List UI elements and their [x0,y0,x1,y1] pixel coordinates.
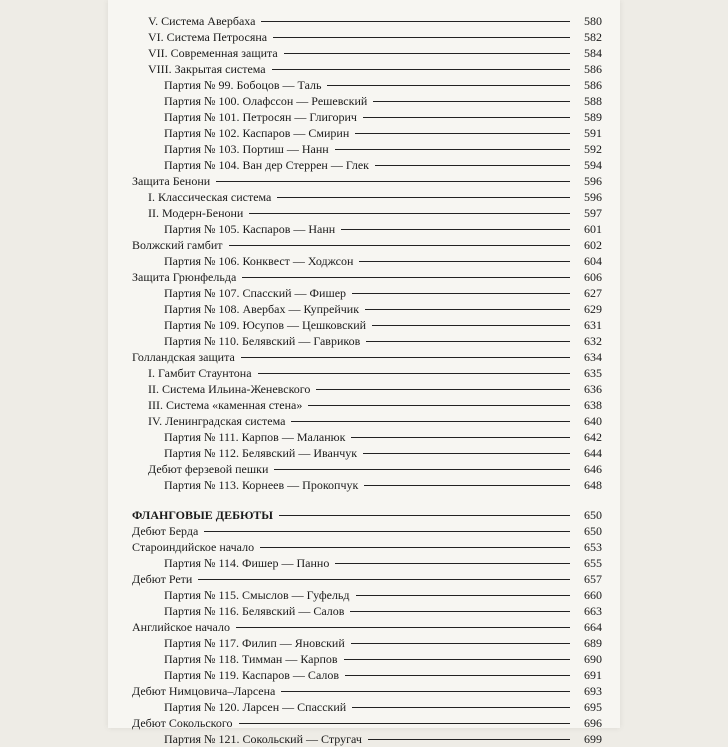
toc-entry [108,731,602,747]
toc-entry [108,269,602,285]
toc-page-number: 648 [584,478,602,492]
toc-entry [108,317,602,333]
toc-entry-title: Партия № 106. Конквест — Ходжсон [164,254,354,268]
toc-entry [108,667,602,683]
toc-entry-title: Партия № 103. Портиш — Нанн [164,142,329,156]
toc-entry-title: Английское начало [132,620,230,634]
toc-entry-title: Партия № 121. Сокольский — Стругач [164,732,362,746]
toc-leader-line [345,675,570,676]
toc-entry-title: Волжский гамбит [132,238,223,252]
toc-leader-line [291,421,570,422]
toc-page-number: 638 [584,398,602,412]
toc-page-number: 601 [584,222,602,236]
toc-page-number: 594 [584,158,602,172]
toc-entry [108,555,602,571]
toc-entry [108,333,602,349]
toc-entry [108,93,602,109]
toc-leader-line [273,37,570,38]
toc-entry-title: Партия № 102. Каспаров — Смирин [164,126,350,140]
toc-entry-title: Дебют Сокольского [132,716,233,730]
toc-entry-title: Голландская защита [132,350,235,364]
toc-entry-title: Партия № 114. Фишер — Панно [164,556,330,570]
toc-entry-title: Партия № 118. Тимман — Карпов [164,652,338,666]
toc-entry [108,253,602,269]
toc-entry [108,587,602,603]
toc-leader-line [327,85,570,86]
toc-page-number: 699 [584,732,602,746]
toc-entry-title: Партия № 120. Ларсен — Спасский [164,700,347,714]
toc-leader-line [316,389,570,390]
toc-leader-line [372,325,570,326]
toc-entry [108,683,602,699]
toc-entry-title: I. Гамбит Стаунтона [148,366,252,380]
toc-entry-title: Партия № 116. Белявский — Салов [164,604,345,618]
toc-entry-title: I. Классическая система [148,190,272,204]
toc-entry-title: VI. Система Петросяна [148,30,268,44]
toc-entry [108,189,602,205]
toc-leader-line [365,309,570,310]
toc-leader-line [351,437,570,438]
toc-entry-title: Защита Бенони [132,174,211,188]
toc-page-number: 596 [584,190,602,204]
toc-entry-title: Партия № 112. Белявский — Иванчук [164,446,358,460]
toc-leader-line [284,53,570,54]
toc-page-number: 634 [584,350,602,364]
toc-page-number: 695 [584,700,602,714]
toc-leader-line [359,261,570,262]
toc-page-number: 655 [584,556,602,570]
toc-leader-line [242,277,570,278]
toc-leader-line [355,133,570,134]
toc-page-number: 592 [584,142,602,156]
toc-leader-line [204,531,570,532]
toc-entry-title: Партия № 119. Каспаров — Салов [164,668,340,682]
toc-leader-line [335,563,570,564]
toc-entry-title: Партия № 107. Спасский — Фишер [164,286,347,300]
toc-entry-title: Партия № 104. Ван дер Стеррен — Глек [164,158,369,172]
toc-entry [108,125,602,141]
toc-page-number: 650 [584,508,602,522]
toc-leader-line [366,341,570,342]
toc-page-number: 582 [584,30,602,44]
toc-entry-title: Партия № 100. Олафссон — Решевский [164,94,368,108]
toc-entry-title: Дебют Нимцовича–Ларсена [132,684,276,698]
toc-leader-line [344,659,570,660]
toc-entry [108,635,602,651]
toc-page-number: 602 [584,238,602,252]
toc-entry [108,285,602,301]
toc-leader-line [229,245,570,246]
toc-entry [108,61,602,77]
toc-entry-title: II. Модерн-Бенони [148,206,244,220]
toc-page-number: 689 [584,636,602,650]
toc-entry [108,699,602,715]
toc-entry-title: Староиндийское начало [132,540,255,554]
toc-entry-title: IV. Ленинградская система [148,414,286,428]
toc-entry-title: Партия № 115. Смыслов — Гуфельд [164,588,350,602]
toc-entry [108,173,602,189]
toc-page-number: 642 [584,430,602,444]
toc-entry [108,603,602,619]
toc-page-number: 693 [584,684,602,698]
toc-page-number: 632 [584,334,602,348]
toc-page-number: 640 [584,414,602,428]
toc-entry-title: VIII. Закрытая система [148,62,266,76]
toc-entry-title: Дебют Берда [132,524,199,538]
toc-leader-line [241,357,570,358]
toc-entry [108,461,602,477]
toc-page-number: 580 [584,14,602,28]
toc-entry-title: Защита Грюнфельда [132,270,237,284]
toc-entry [108,77,602,93]
toc-entry-title: Партия № 108. Авербах — Купрейчик [164,302,360,316]
toc-entry-title: Дебют Рети [132,572,193,586]
toc-entry [108,523,602,539]
toc-entry-title: Партия № 117. Филип — Яновский [164,636,345,650]
toc-leader-line [274,469,570,470]
toc-entry [108,365,602,381]
toc-page-number: 586 [584,78,602,92]
toc-page-number: 636 [584,382,602,396]
toc-leader-line [368,739,570,740]
toc-page-number: 696 [584,716,602,730]
toc-leader-line [363,117,570,118]
toc-entry [108,477,602,493]
toc-page-number: 588 [584,94,602,108]
toc-entry [108,205,602,221]
toc-leader-line [364,485,570,486]
toc-leader-line [198,579,570,580]
toc-entry [108,397,602,413]
toc-entry-title: Партия № 110. Белявский — Гавриков [164,334,361,348]
toc-entry [108,109,602,125]
toc-entry-title: Партия № 99. Бобоцов — Таль [164,78,322,92]
toc-entry [108,221,602,237]
toc-page-number: 664 [584,620,602,634]
toc-leader-line [373,101,570,102]
toc-leader-line [356,595,570,596]
toc-page-number: 606 [584,270,602,284]
toc-page-number: 657 [584,572,602,586]
toc-entry-title: Партия № 111. Карпов — Маланюк [164,430,346,444]
toc-page-number: 635 [584,366,602,380]
toc-leader-line [350,611,570,612]
toc-entry-title: III. Система «каменная стена» [148,398,303,412]
toc-entry-title: Дебют ферзевой пешки [148,462,269,476]
toc-leader-line [272,69,570,70]
toc-leader-line [335,149,570,150]
toc-entry-title: II. Система Ильина-Женевского [148,382,311,396]
toc-entry-title: Партия № 105. Каспаров — Нанн [164,222,336,236]
toc-page-number: 650 [584,524,602,538]
toc-entry [108,571,602,587]
toc-page-number: 629 [584,302,602,316]
toc-page-number: 584 [584,46,602,60]
toc-leader-line [258,373,570,374]
toc-page-number: 631 [584,318,602,332]
toc-leader-line [216,181,570,182]
toc-page-number: 596 [584,174,602,188]
toc-page-number: 589 [584,110,602,124]
toc-entry [108,651,602,667]
toc-page-number: 663 [584,604,602,618]
toc-leader-line [249,213,570,214]
toc-entry [108,413,602,429]
toc-page-number: 660 [584,588,602,602]
toc-page-number: 597 [584,206,602,220]
toc-page-number: 646 [584,462,602,476]
toc-leader-line [352,293,570,294]
toc-leader-line [351,643,570,644]
toc-page-number: 653 [584,540,602,554]
toc-page-number: 591 [584,126,602,140]
toc-entry-title: Партия № 109. Юсупов — Цешковский [164,318,367,332]
toc-entry-title: ФЛАНГОВЫЕ ДЕБЮТЫ [132,508,273,522]
toc-page-number: 627 [584,286,602,300]
toc-entry [108,381,602,397]
toc-leader-line [260,547,570,548]
toc-page-number: 586 [584,62,602,76]
toc-entry [108,45,602,61]
toc-entry [108,715,602,731]
toc-leader-line [261,21,570,22]
toc-entry [108,13,602,29]
toc-entry [108,157,602,173]
toc-leader-line [341,229,570,230]
toc-entry-title: Партия № 101. Петросян — Глигорич [164,110,357,124]
toc-leader-line [363,453,570,454]
toc-entry-title: VII. Современная защита [148,46,278,60]
toc-leader-line [236,627,570,628]
toc-page-number: 691 [584,668,602,682]
toc-entry [108,445,602,461]
toc-leader-line [352,707,570,708]
toc-entry [108,619,602,635]
toc-entry [108,539,602,555]
toc-leader-line [281,691,570,692]
toc-leader-line [279,515,570,516]
toc-section-heading [108,507,602,523]
toc-leader-line [239,723,570,724]
toc-entry [108,141,602,157]
toc-entry [108,301,602,317]
toc-leader-line [375,165,570,166]
toc-page-number: 604 [584,254,602,268]
toc-entry-title: Партия № 113. Корнеев — Прокопчук [164,478,359,492]
toc-leader-line [308,405,570,406]
toc-entry [108,429,602,445]
toc-entry [108,237,602,253]
toc-page-number: 690 [584,652,602,666]
toc-entry [108,349,602,365]
toc-entry [108,29,602,45]
book-page [108,0,620,746]
toc-entry-title: V. Система Авербаха [148,14,256,28]
toc-leader-line [277,197,570,198]
toc-page-number: 644 [584,446,602,460]
